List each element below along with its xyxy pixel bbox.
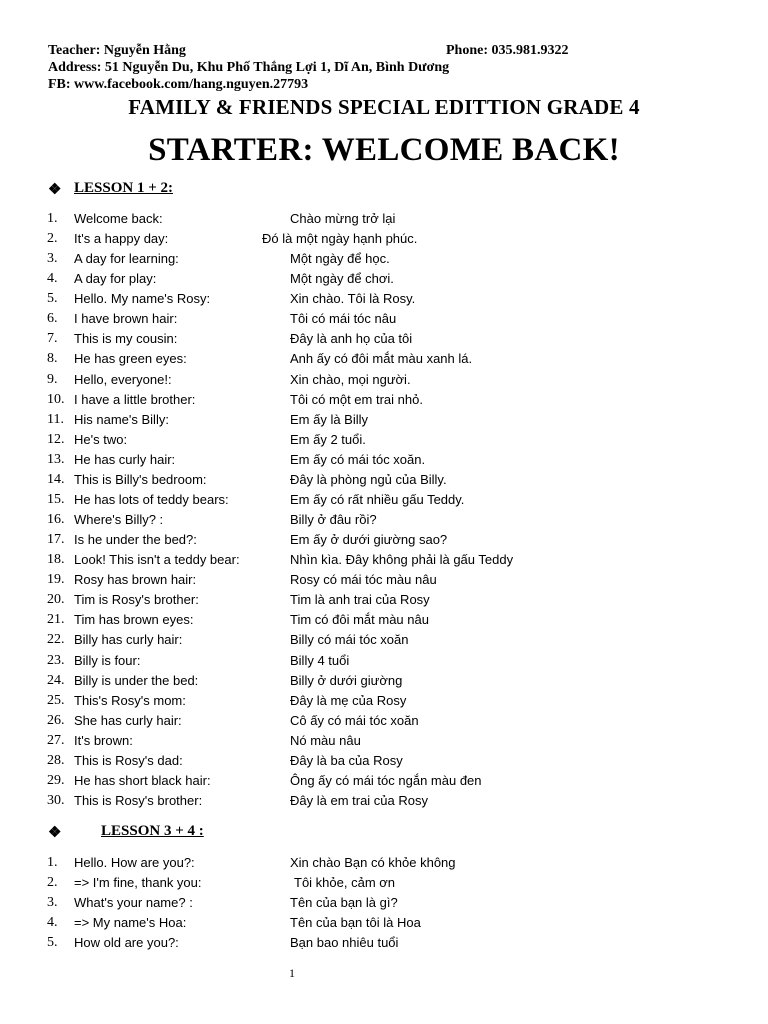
english-phrase: Rosy has brown hair: [74, 572, 197, 588]
item-number: 21. [47, 612, 65, 628]
lesson-2-title: LESSON 3 + 4 : [101, 823, 204, 839]
english-phrase: He's two: [74, 431, 128, 447]
english-phrase: Tim is Rosy's brother: [74, 592, 199, 608]
page-number: 1 [289, 966, 295, 980]
list-item [0, 349, 768, 369]
list-item [0, 751, 768, 771]
english-phrase: Hello. How are you?: [74, 855, 195, 870]
list-item [0, 791, 768, 811]
item-number: 11. [47, 411, 64, 427]
item-number: 24. [47, 672, 65, 688]
list-item [0, 671, 768, 691]
vietnamese-translation: Ông ấy có mái tóc ngắn màu đen [290, 772, 482, 788]
item-number: 23. [47, 652, 65, 668]
vietnamese-translation: Nhìn kìa. Đây không phải là gấu Teddy [290, 552, 514, 568]
list-item [0, 450, 768, 470]
english-phrase: It's a happy day: [74, 231, 169, 247]
item-number: 30. [47, 793, 65, 809]
vietnamese-translation: Em ấy là Billy [290, 411, 369, 427]
vietnamese-translation: Nó màu nâu [290, 732, 361, 748]
item-number: 3. [47, 895, 58, 910]
item-number: 9. [47, 371, 58, 387]
list-item [0, 893, 768, 913]
item-number: 29. [47, 772, 65, 788]
vietnamese-translation: Billy có mái tóc xoăn [290, 632, 409, 648]
english-phrase: He has lots of teddy bears: [74, 491, 229, 507]
list-item [0, 873, 768, 893]
list-item [0, 853, 768, 873]
english-phrase: I have a little brother: [74, 391, 196, 407]
english-phrase: This's Rosy's mom: [74, 692, 186, 708]
vietnamese-translation: Xin chào Bạn có khỏe không [290, 855, 456, 870]
list-item [0, 570, 768, 590]
english-phrase: A day for play: [74, 271, 157, 287]
english-phrase: He has curly hair: [74, 451, 176, 467]
item-number: 20. [47, 592, 65, 608]
diamond-bullet-icon: ❖ [48, 825, 62, 841]
item-number: 22. [47, 632, 65, 648]
list-item [0, 490, 768, 510]
list-item [0, 249, 768, 269]
item-number: 1. [47, 855, 58, 870]
english-phrase: Look! This isn't a teddy bear: [74, 552, 240, 568]
grade-title: FAMILY & FRIENDS SPECIAL EDITTION GRADE 4 [128, 95, 640, 119]
english-phrase: A day for learning: [74, 251, 179, 267]
vietnamese-translation: Tôi có một em trai nhỏ. [290, 391, 423, 407]
vietnamese-translation: Em ấy có mái tóc xoăn. [290, 451, 426, 467]
english-phrase: This is Billy's bedroom: [74, 471, 207, 487]
teacher-header [48, 42, 728, 93]
item-number: 7. [47, 331, 58, 347]
vietnamese-translation: Rosy có mái tóc màu nâu [290, 572, 437, 588]
vietnamese-translation: Đây là phòng ngủ của Billy. [290, 471, 447, 487]
vietnamese-translation: Em ấy 2 tuổi. [290, 431, 366, 447]
english-phrase: Hello, everyone!: [74, 371, 172, 387]
list-item [0, 630, 768, 650]
english-phrase: Billy has curly hair: [74, 632, 183, 648]
vietnamese-translation: Billy 4 tuổi [290, 652, 350, 668]
vietnamese-translation: Em ấy ở dưới giường sao? [290, 532, 448, 548]
list-item [0, 470, 768, 490]
diamond-bullet-icon: ❖ [48, 182, 62, 198]
item-number: 5. [47, 935, 58, 950]
list-item [0, 430, 768, 450]
vietnamese-translation: Tim là anh trai của Rosy [290, 592, 430, 608]
list-item [0, 269, 768, 289]
english-phrase: Tim has brown eyes: [74, 612, 194, 628]
item-number: 6. [47, 311, 58, 327]
vietnamese-translation: Em ấy có rất nhiều gấu Teddy. [290, 491, 465, 507]
item-number: 1. [47, 211, 58, 226]
english-phrase: She has curly hair: [74, 712, 182, 728]
list-item [0, 691, 768, 711]
english-phrase: He has green eyes: [74, 351, 187, 367]
list-item [0, 410, 768, 430]
english-phrase: This is my cousin: [74, 331, 178, 347]
list-item [0, 510, 768, 530]
english-phrase: Is he under the bed?: [74, 532, 197, 548]
english-phrase: His name's Billy: [74, 411, 169, 427]
vietnamese-translation: Tôi có mái tóc nâu [290, 311, 397, 327]
item-number: 14. [47, 471, 65, 487]
list-item [0, 731, 768, 751]
item-number: 4. [47, 271, 58, 287]
english-phrase: I have brown hair: [74, 311, 178, 327]
item-number: 16. [47, 512, 65, 528]
english-phrase: Hello. My name's Rosy: [74, 291, 211, 307]
english-phrase: This is Rosy's brother: [74, 793, 203, 809]
list-item [0, 329, 768, 349]
vietnamese-translation: Billy ở đâu rồi? [290, 512, 377, 528]
vietnamese-translation: Một ngày để học. [290, 251, 390, 267]
english-phrase: => I'm fine, thank you: [74, 875, 202, 890]
item-number: 19. [47, 572, 65, 588]
item-number: 8. [47, 351, 58, 367]
list-item [0, 913, 768, 933]
list-item [0, 550, 768, 570]
list-item [0, 933, 768, 953]
teacher-name: Teacher: Nguyễn Hằng [48, 43, 186, 58]
vietnamese-translation: Một ngày để chơi. [290, 271, 394, 287]
english-phrase: How old are you?: [74, 935, 179, 950]
teacher-address: Address: 51 Nguyễn Du, Khu Phố Thắng Lợi 1, Dĩ An, Bình Dương [48, 60, 450, 75]
teacher-facebook: FB: www.facebook.com/hang.nguyen.27793 [48, 77, 309, 92]
vietnamese-translation: Tim có đôi mắt màu nâu [290, 612, 429, 628]
english-phrase: => My name's Hoa: [74, 915, 187, 930]
english-phrase: What's your name? : [74, 895, 193, 910]
english-phrase: It's brown: [74, 732, 133, 748]
item-number: 10. [47, 391, 65, 407]
list-item [0, 651, 768, 671]
list-item [0, 610, 768, 630]
vietnamese-translation: Đây là em trai của Rosy [290, 793, 428, 809]
list-item [0, 771, 768, 791]
vietnamese-translation: Chào mừng trở lại [290, 211, 396, 226]
item-number: 18. [47, 552, 65, 568]
vietnamese-translation: Tên của bạn là gì? [290, 895, 398, 910]
vietnamese-translation: Đó là một ngày hạnh phúc. [262, 231, 418, 247]
list-item [0, 530, 768, 550]
item-number: 26. [47, 712, 65, 728]
item-number: 2. [47, 231, 58, 247]
list-item [0, 309, 768, 329]
list-item [0, 711, 768, 731]
vietnamese-translation: Billy ở dưới giường [290, 672, 403, 688]
item-number: 27. [47, 732, 65, 748]
english-phrase: He has short black hair: [74, 772, 211, 788]
list-item [0, 370, 768, 390]
lesson-1-title: LESSON 1 + 2: [74, 180, 173, 196]
vietnamese-translation: Đây là anh họ của tôi [290, 331, 413, 347]
vietnamese-translation: Bạn bao nhiêu tuổi [290, 935, 399, 950]
list-item [0, 390, 768, 410]
item-number: 25. [47, 692, 65, 708]
item-number: 5. [47, 291, 58, 307]
vietnamese-translation: Xin chào, mọi người. [290, 371, 411, 387]
item-number: 28. [47, 752, 65, 768]
english-phrase: Welcome back: [74, 211, 163, 226]
item-number: 3. [47, 251, 58, 267]
main-title: STARTER: WELCOME BACK! [148, 132, 620, 168]
vietnamese-translation: Đây là mẹ của Rosy [290, 692, 407, 708]
list-item [0, 289, 768, 309]
english-phrase: Billy is four: [74, 652, 141, 668]
item-number: 2. [47, 875, 58, 890]
english-phrase: Where's Billy? : [74, 512, 164, 528]
vietnamese-translation: Anh ấy có đôi mắt màu xanh lá. [290, 351, 473, 367]
item-number: 12. [47, 431, 65, 447]
item-number: 17. [47, 532, 65, 548]
list-item [0, 229, 768, 249]
list-item [0, 590, 768, 610]
vietnamese-translation: Xin chào. Tôi là Rosy. [290, 291, 416, 307]
item-number: 4. [47, 915, 58, 930]
list-item [0, 209, 768, 229]
item-number: 15. [47, 491, 65, 507]
english-phrase: Billy is under the bed: [74, 672, 199, 688]
vietnamese-translation: Tên của bạn tôi là Hoa [290, 915, 421, 930]
teacher-phone: Phone: 035.981.9322 [446, 43, 569, 58]
vietnamese-translation: Cô ấy có mái tóc xoăn [290, 712, 419, 728]
vietnamese-translation: Tôi khỏe, cảm ơn [294, 875, 396, 890]
vietnamese-translation: Đây là ba của Rosy [290, 752, 403, 768]
english-phrase: This is Rosy's dad: [74, 752, 183, 768]
item-number: 13. [47, 451, 65, 467]
